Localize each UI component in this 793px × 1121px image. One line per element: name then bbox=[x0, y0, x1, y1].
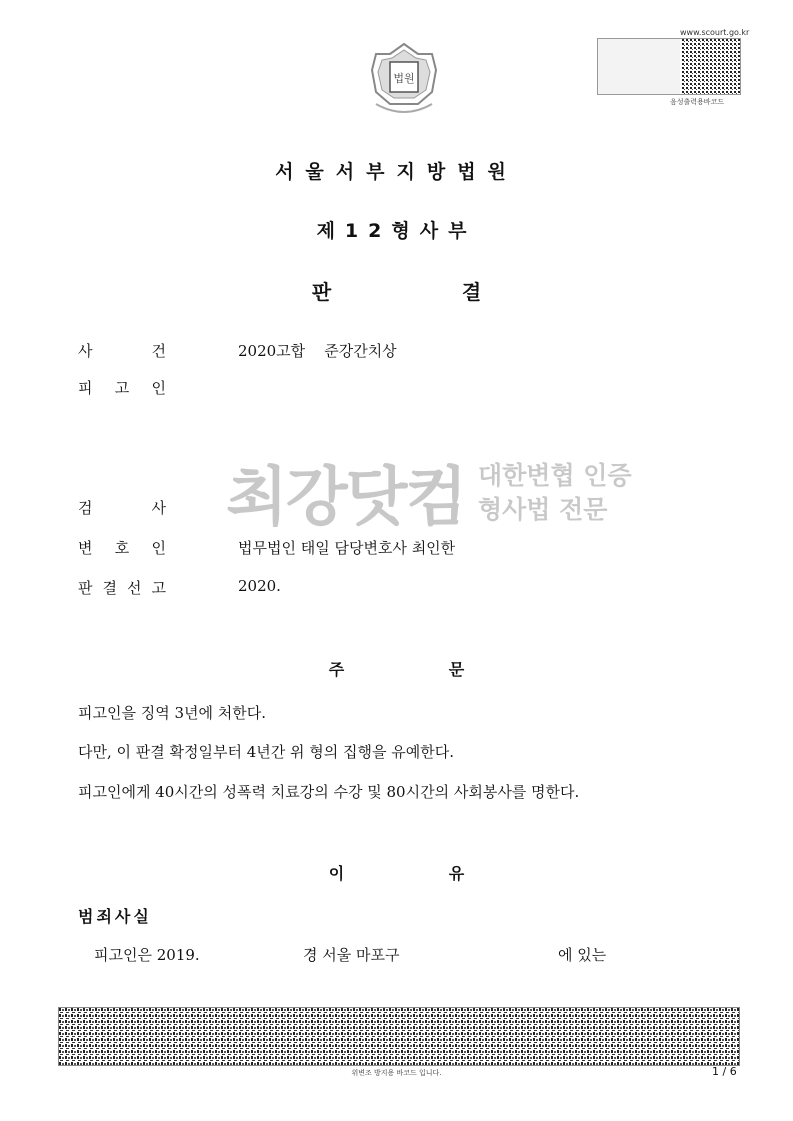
division-name: 제12형사부 bbox=[316, 220, 477, 242]
case-info-value: 법무법인 태일 담당변호사 최인한 bbox=[238, 539, 456, 557]
case-info-label bbox=[78, 497, 166, 518]
judgment-line: 피고인에게 40시간의 성폭력 치료강의 수강 및 80시간의 사회봉사를 명한다. bbox=[78, 783, 580, 801]
watermark-line-1: 대한변협 인증 bbox=[478, 461, 632, 490]
label-char: 검 bbox=[78, 499, 93, 517]
svg-text:법원: 법원 bbox=[393, 72, 415, 85]
case-info-value: 2020. bbox=[238, 577, 281, 595]
document-title bbox=[0, 276, 793, 305]
title-char-1: 판 bbox=[311, 280, 332, 304]
qr-caption: 음성출력용바코드 bbox=[670, 98, 725, 106]
judgment-line: 피고인을 징역 3년에 처한다. bbox=[78, 704, 267, 722]
watermark-brand: 최강닷컴 bbox=[226, 461, 466, 535]
qr-url-text: www.scourt.go.kr bbox=[680, 28, 750, 37]
title-char-2: 결 bbox=[461, 280, 482, 304]
label-char: 고 bbox=[114, 379, 130, 397]
facts-text-a: 피고인은 2019. bbox=[94, 946, 200, 964]
barcode-caption: 위변조 방지용 바코드 입니다. bbox=[351, 1069, 442, 1077]
case-info-label bbox=[78, 340, 166, 361]
page-number: 1 / 6 bbox=[712, 1065, 737, 1078]
facts-title: 범죄사실 bbox=[78, 907, 152, 926]
anti-forgery-barcode-icon bbox=[58, 1007, 740, 1066]
judgment-line: 다만, 이 판결 확정일부터 4년간 위 형의 집행을 유예한다. bbox=[78, 743, 455, 761]
label-char: 사 bbox=[78, 342, 93, 360]
judgment-heading: 주 문 bbox=[328, 660, 465, 679]
case-info-label bbox=[78, 377, 166, 398]
label-char: 피 bbox=[78, 379, 93, 397]
facts-text-b: 경 서울 마포구 bbox=[303, 946, 400, 964]
label-char: 변 bbox=[78, 539, 93, 557]
case-info-label bbox=[78, 577, 166, 598]
court-name: 서울서부지방법원 bbox=[275, 161, 518, 183]
case-info-label bbox=[78, 537, 166, 558]
facts-text-c: 에 있는 bbox=[558, 946, 607, 964]
reasons-heading: 이 유 bbox=[328, 864, 465, 883]
label-char: 호 bbox=[114, 539, 130, 557]
label-char: 선 bbox=[127, 579, 142, 597]
watermark-line-2: 형사법 전문 bbox=[478, 495, 608, 524]
court-seal-icon bbox=[368, 40, 440, 120]
label-char: 건 bbox=[151, 342, 166, 360]
label-char: 인 bbox=[151, 379, 166, 397]
label-char: 사 bbox=[151, 499, 166, 517]
label-char: 고 bbox=[151, 579, 166, 597]
label-char: 인 bbox=[151, 539, 166, 557]
label-char: 판 bbox=[78, 579, 93, 597]
case-info-value: 2020고합 준강간치상 bbox=[238, 342, 397, 360]
label-char: 결 bbox=[102, 579, 117, 597]
voice-barcode-icon bbox=[597, 38, 741, 95]
